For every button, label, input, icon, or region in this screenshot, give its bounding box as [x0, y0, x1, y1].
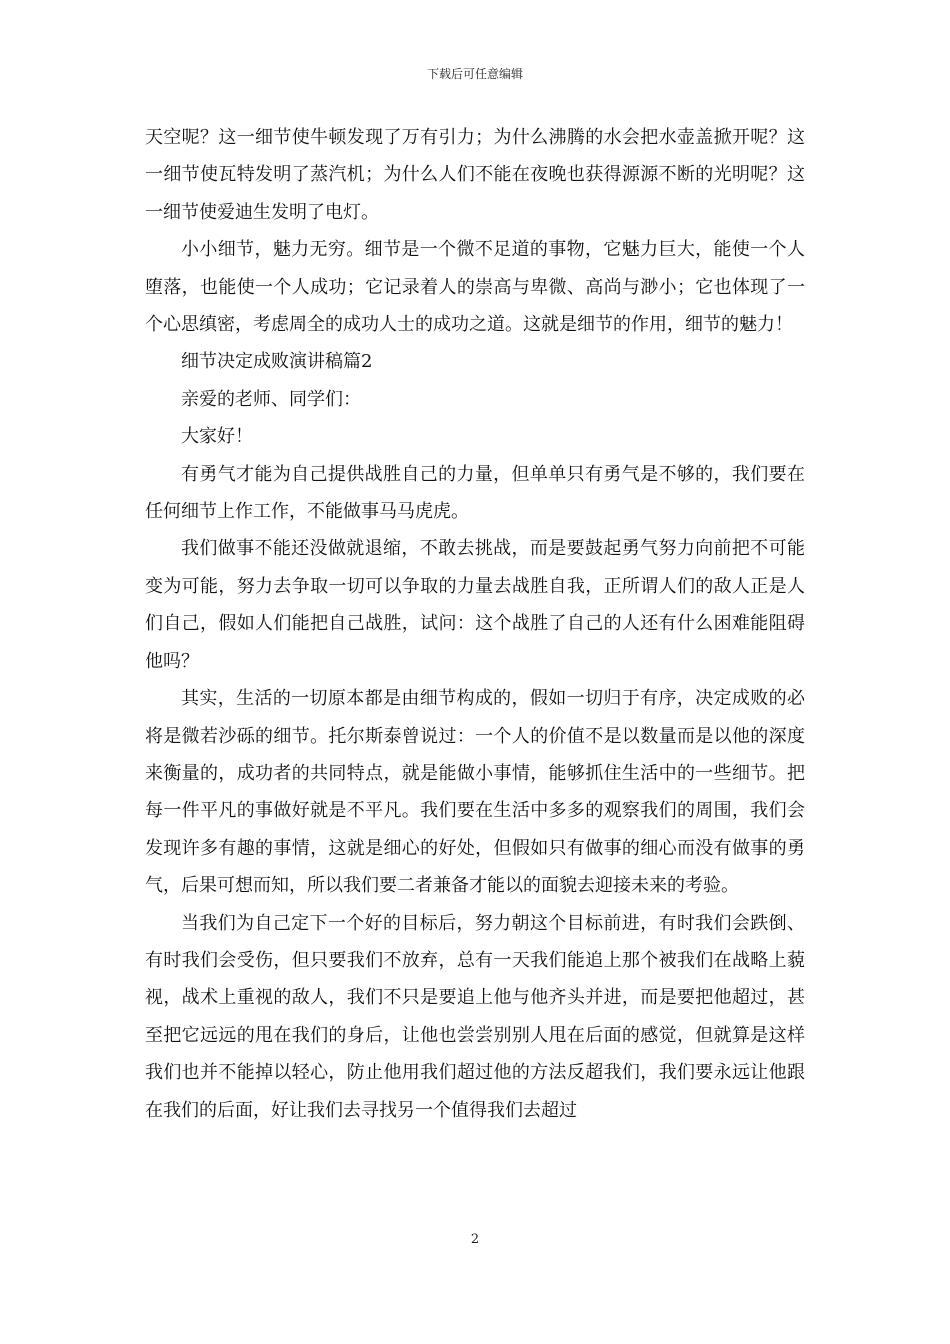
greeting: 大家好！: [181, 426, 253, 448]
section-title: 细节决定成败演讲稿篇2: [181, 351, 373, 373]
paragraph-6: 有勇气才能为自己提供战胜自己的力量，但单单只有勇气是不够的，我们要在任何细节上作工作，不能做事马马虎虎。: [145, 463, 805, 523]
salutation: 亲爱的老师、同学们：: [181, 388, 361, 410]
paragraph-7: 我们做事不能还没做就退缩，不敢去挑战，而是要鼓起勇气努力向前把不可能变为可能，努力去争取一切可以争取的力量去战胜自我，正所谓人们的敌人正是人们自己，假如人们能把自己战胜，试问：这个战胜了自己的人还有什么困难能阻碍他吗？: [145, 538, 805, 672]
document-body: [145, 119, 805, 1129]
paragraph-1: 天空呢？这一细节使牛顿发现了万有引力；为什么沸腾的水会把水壶盖掀开呢？这一细节使瓦特发明了蒸汽机；为什么人们不能在夜晚也获得源源不断的光明呢？这一细节使爱迪生发明了电灯。: [145, 127, 805, 223]
page-number: 2: [470, 1232, 480, 1247]
paragraph-9: 当我们为自己定下一个好的目标后，努力朝这个目标前进，有时我们会跌倒、有时我们会受伤，但只要我们不放弃，总有一天我们能追上那个被我们在战略上藐视，战术上重视的敌人，我们不只是要追上他与他齐头并进，而是要把他超过，甚至把它远远的甩在我们的身后，让他也尝尝别别人甩在后面的感觉，但就算是这样我们也并不能掉以轻心，防止他用我们超过他的方法反超我们，我们要永远让他跟在我们的后面，好让我们去寻找另一个值得我们去超过: [145, 912, 805, 1121]
page-header: 下载后可任意编辑: [426, 67, 523, 81]
paragraph-8: 其实，生活的一切原本都是由细节构成的，假如一切归于有序，决定成败的必将是微若沙砾的细节。托尔斯泰曾说过：一个人的价值不是以数量而是以他的深度来衡量的，成功者的共同特点，就是能做小事情，能够抓住生活中的一些细节。把每一件平凡的事做好就是不平凡。我们要在生活中多多的观察我们的周围，我们会发现许多有趣的事情，这就是细心的好处，但假如只有做事的细心而没有做事的勇气，后果可想而知，所以我们要二者兼备才能以的面貌去迎接未来的考验。: [145, 688, 805, 897]
paragraph-2: 小小细节，魅力无穷。细节是一个微不足道的事物，它魅力巨大，能使一个人堕落，也能使一个人成功；它记录着人的崇高与卑微、高尚与渺小；它也体现了一个心思缜密，考虑周全的成功人士的成功之道。这就是细节的作用，细节的魅力！: [145, 239, 805, 336]
